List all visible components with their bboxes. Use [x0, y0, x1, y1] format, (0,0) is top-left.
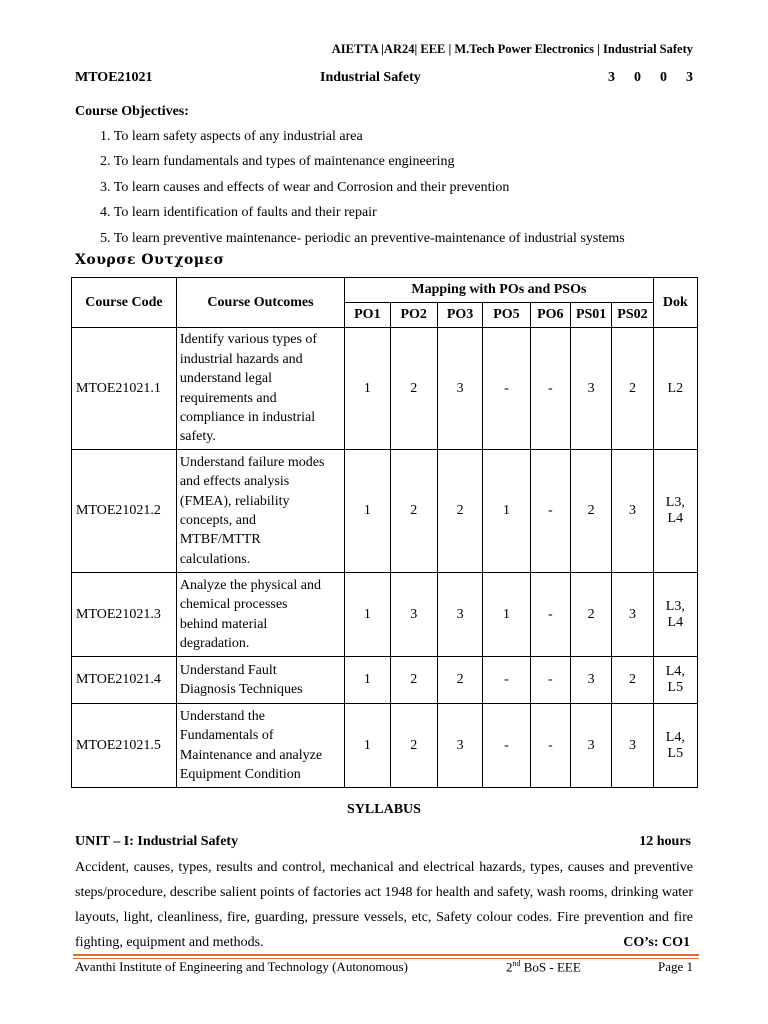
unit-1-body: Accident, causes, types, results and control, mechanical and electrical hazards, types, causes and preventive steps/procedure, describe salient points of factories act 1948 for health and safety, wash rooms, drinking water layouts, light, cleanliness, fire, guarding, pressure vessels, etc, Safety colour codes. Fire prevention and fire fighting, equipment and methods. — [75, 860, 694, 950]
mapping-value: - — [483, 657, 530, 704]
co-line: concepts, and — [179, 513, 257, 528]
table-row — [72, 573, 698, 657]
footer-bos-text: BoS - EEE — [520, 959, 581, 975]
mapping-value: 3 — [570, 328, 611, 450]
dok-line: L3, — [665, 495, 685, 510]
unit-1-cos: CO’s: CO1 — [623, 935, 690, 950]
co-line: Maintenance and analyze — [179, 747, 323, 763]
co-line: safety. — [179, 429, 216, 445]
credit-p: 0 — [660, 70, 667, 85]
co-description — [176, 450, 344, 573]
mapping-value: 3 — [437, 704, 482, 788]
dok-line: L3, — [665, 598, 685, 614]
mapping-value: 2 — [612, 657, 653, 704]
objective-item: 2. To learn fundamentals and types of maintenance engineering — [100, 154, 455, 170]
mapping-value: 2 — [437, 450, 482, 573]
table-row — [72, 657, 698, 704]
course-outcomes-heading: Χουρσε Ουτχομεσ — [75, 252, 225, 268]
dok-value — [653, 573, 697, 657]
mapping-value: - — [530, 704, 570, 788]
footer-bos-suffix: nd — [512, 959, 521, 968]
co-description — [176, 573, 344, 657]
header-course-outcomes: Course Outcomes — [176, 278, 344, 328]
dok-line: L4 — [667, 511, 684, 526]
dok-line: L5 — [667, 745, 684, 761]
course-title-row — [75, 70, 693, 90]
unit-1-hours: 12 hours — [639, 834, 691, 849]
co-code: MTOE21021.5 — [72, 704, 177, 788]
dok-value — [653, 657, 697, 704]
mapping-value: - — [530, 657, 570, 704]
syllabus-heading: SYLLABUS — [347, 802, 421, 817]
objective-item: 1. To learn safety aspects of any industrial area — [100, 129, 363, 144]
mapping-value: 3 — [612, 450, 653, 573]
mapping-value: 1 — [345, 704, 390, 788]
footer-rule — [73, 954, 699, 956]
mapping-value: 3 — [390, 573, 437, 657]
course-name: Industrial Safety — [320, 70, 421, 85]
mapping-value: 3 — [612, 704, 653, 788]
course-credits — [589, 70, 693, 86]
co-line: degradation. — [179, 635, 250, 651]
mapping-value: 1 — [483, 450, 530, 573]
running-header: AIETTA |AR24| EEE | M.Tech Power Electronics | Industrial Safety — [331, 42, 693, 56]
mapping-value: 2 — [390, 704, 437, 788]
footer-bos-number: 2 — [506, 959, 513, 975]
co-line: understand legal — [179, 371, 272, 387]
co-line: Diagnosis Techniques — [179, 682, 303, 697]
course-code: MTOE21021 — [75, 70, 153, 85]
mapping-value: - — [483, 328, 530, 450]
dok-line: L4, — [665, 729, 685, 745]
unit-1-title: UNIT – I: Industrial Safety — [75, 834, 239, 849]
dok-value — [653, 704, 697, 788]
table-row — [72, 450, 698, 573]
co-code: MTOE21021.1 — [72, 328, 177, 450]
mapping-value: - — [483, 704, 530, 788]
dok-line: L4 — [667, 614, 684, 630]
mapping-value: 2 — [390, 450, 437, 573]
header-po2: PO2 — [390, 303, 437, 328]
mapping-value: - — [530, 328, 570, 450]
co-line: Identify various types of — [179, 332, 318, 348]
mapping-value: 2 — [390, 328, 437, 450]
mapping-value: 2 — [612, 328, 653, 450]
credit-t: 0 — [634, 70, 641, 85]
header-dok: Dok — [653, 278, 697, 328]
table-row — [72, 328, 698, 450]
mapping-value: - — [530, 450, 570, 573]
co-line: (FMEA), reliability — [179, 493, 290, 509]
co-line: Equipment Condition — [179, 766, 301, 782]
co-line: Fundamentals of — [179, 728, 274, 744]
objective-item: 3. To learn causes and effects of wear and Corrosion and their prevention — [100, 179, 510, 195]
mapping-value: 1 — [345, 450, 390, 573]
header-po6: PO6 — [530, 303, 570, 328]
mapping-value: 3 — [570, 704, 611, 788]
credit-l: 3 — [608, 70, 615, 85]
co-line: requirements and — [179, 390, 277, 406]
co-line: Analyze the physical and — [179, 577, 321, 593]
objective-item: 4. To learn identification of faults and their repair — [100, 205, 377, 221]
header-course-code: Course Code — [72, 278, 177, 328]
co-code: MTOE21021.2 — [72, 450, 177, 573]
objectives-list — [100, 124, 625, 251]
co-po-mapping-table — [71, 277, 698, 788]
mapping-value: 1 — [345, 328, 390, 450]
co-line: Understand the — [179, 708, 265, 724]
header-po3: PO3 — [437, 303, 482, 328]
mapping-value: 3 — [437, 328, 482, 450]
co-code: MTOE21021.4 — [72, 657, 177, 704]
header-po5: PO5 — [483, 303, 530, 328]
dok-line: L2 — [667, 380, 684, 396]
mapping-value: 3 — [437, 573, 482, 657]
credit-c: 3 — [686, 70, 693, 85]
mapping-value: 3 — [612, 573, 653, 657]
co-line: industrial hazards and — [179, 351, 303, 367]
mapping-value: 2 — [570, 450, 611, 573]
co-description — [176, 657, 344, 704]
co-line: and effects analysis — [179, 474, 290, 490]
dok-line: L5 — [667, 680, 684, 695]
header-po1: PO1 — [345, 303, 390, 328]
unit-1-heading-row — [75, 834, 691, 850]
co-line: chemical processes — [179, 597, 288, 613]
header-ps02: PS02 — [612, 303, 653, 328]
mapping-value: - — [530, 573, 570, 657]
footer-page-number: Page 1 — [657, 959, 693, 974]
dok-value — [653, 328, 697, 450]
header-ps01: PS01 — [570, 303, 611, 328]
mapping-value: 3 — [570, 657, 611, 704]
co-line: MTBF/MTTR — [179, 532, 261, 548]
mapping-value: 2 — [437, 657, 482, 704]
co-line: Understand failure modes — [179, 454, 325, 470]
co-line: compliance in industrial — [179, 409, 316, 425]
header-mapping: Mapping with POs and PSOs — [345, 278, 653, 303]
co-line: behind material — [179, 616, 268, 632]
co-description — [176, 328, 344, 450]
dok-line: L4, — [665, 664, 685, 679]
objectives-heading: Course Objectives: — [75, 104, 189, 119]
co-line: calculations. — [179, 551, 251, 567]
objective-item: 5. To learn preventive maintenance- periodic an preventive-maintenance of industrial systems — [100, 230, 625, 246]
co-line: Understand Fault — [179, 662, 277, 678]
co-code: MTOE21021.3 — [72, 573, 177, 657]
mapping-value: 1 — [483, 573, 530, 657]
footer-bos — [506, 959, 581, 975]
mapping-value: 1 — [345, 657, 390, 704]
footer-institute: Avanthi Institute of Engineering and Technology (Autonomous) — [75, 959, 408, 974]
table-row — [72, 704, 698, 788]
dok-value — [653, 450, 697, 573]
co-description — [176, 704, 344, 788]
mapping-value: 1 — [345, 573, 390, 657]
mapping-value: 2 — [390, 657, 437, 704]
mapping-value: 2 — [570, 573, 611, 657]
